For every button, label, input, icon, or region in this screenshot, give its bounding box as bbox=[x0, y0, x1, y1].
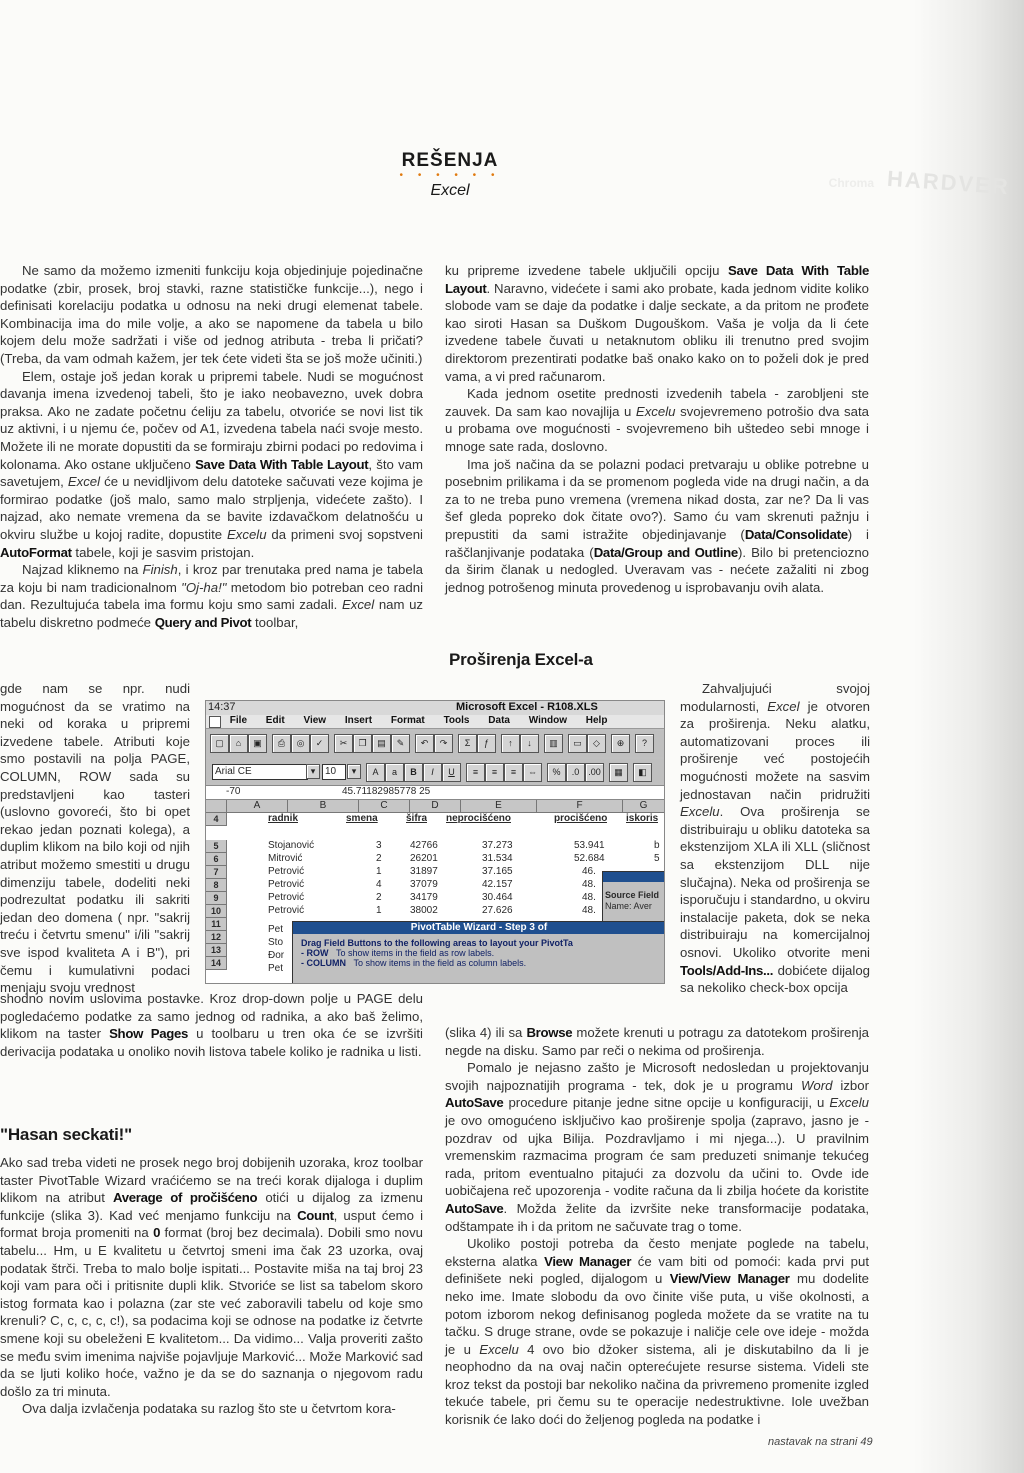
row-header[interactable]: 5 bbox=[206, 840, 227, 853]
new-icon[interactable]: ▢ bbox=[210, 734, 229, 753]
align-center-icon[interactable]: ≡ bbox=[485, 763, 504, 782]
paragraph: Pomalo je nejasno zašto je Microsoft nedosledan u projektovanju svojih najpoznatijih programa - tek, dok je u programu Word izbor AutoSave procedure pitanje jedne sitne opcije u konfiguraciji, u Excelu je ovo omogućeno isključivo kao proširenje spolja (zapravo, jasno je - pozdrav od ujka Bilija. Pozdravljamo i mi njega...). U pravilnim vremenskim razmacima program će sam preduzeti snimanje tekućeg rada, pritom eventualno pitajući za dozvolu da učini to. Ovde ide uobičajena reč upozorenja - vodite računa da li zbilja hoćete da koristite AutoSave. Možda želite da izvršite neke transformacije podataka, odštampate ih i da pritom ne sačuvate trag o tome. bbox=[445, 1060, 870, 1234]
cell-neprociscено[interactable]: 31.534 bbox=[482, 853, 513, 864]
pivottable-wizard-dialog bbox=[292, 921, 665, 984]
cell-radnik[interactable]: Petrović bbox=[268, 866, 305, 877]
menu-edit[interactable]: Edit bbox=[265, 715, 285, 726]
column-header[interactable]: D bbox=[410, 800, 461, 813]
source-field-label: Source Field bbox=[605, 890, 660, 900]
borders-icon[interactable]: ▦ bbox=[609, 763, 628, 782]
row-header[interactable]: 9 bbox=[206, 892, 227, 905]
row-header[interactable]: 6 bbox=[206, 853, 227, 866]
row-area-label: - ROW bbox=[301, 948, 329, 958]
paragraph: Ima još načina da se polazni podaci pretvaraju u oblike potrebne u posebnim prilikama i da se promenom pogleda vide na drugi način, a da za to ne treba puno vremena (vremena nikad dosta, zar ne? Da li vas šef gleda popreko dok čitate ovo?). Samo ću vam skrenuti pažnju i prepustiti da sami istražite objedinjavanje (Data/Consolidate) i raščlanjivanje podataka (Data/Group and Outline). Bilo bi pretenciozno da širim članak u nedogled. Uveravam vas - nećete zažaliti ni zbog jednog potrošenog minuta provedenog u isprobavanju ovih alata. bbox=[445, 456, 869, 595]
cell-reference[interactable]: -70 bbox=[226, 786, 241, 797]
cell-smena[interactable]: 2 bbox=[376, 892, 382, 903]
row-header[interactable]: 7 bbox=[206, 866, 227, 879]
fill-color-icon[interactable]: ◧ bbox=[633, 763, 652, 782]
paragraph: Ako sad treba videti ne prosek nego broj dobijenih uzoraka, kroz toolbar taster PivotTable Wizard vraćićemo se na treći korak dijaloga i duplim klikom na atribut Average of pročišćeno otići u dijalog za izmenu funkcije (slika 3). Kad već menjamo funkciju na Count, usput ćemo i format broja promeniti na 0 format (broj bez decimala). Dobili smo novu tabelu... Hm, u E kvalitetu u četvrtoj smeni ima čak 23 uzorka, ovaj podatak štrči. Treba to malo bolje ispitati... Postavite miša na taj broj 23 koji vam para oči i pritisnite dupli klik. Stvoriće se list sa tabelom skoro istog formata kao i polazna (zar ste već zaboravili tabelu od koje smo krenuli? C, c, c, c, c!), sa podacima koji se odnose na podatke iz četvrte smene koji su obeleženi E kvalitetom... Da vidimo... Valja proveriti zašto se među svim imenima najviše pojavljuje Marković... Može Marković sad da se ljuti koliko hoće, važno je da se do saznanja o njegovom radu došlo za tri minuta. bbox=[0, 1155, 424, 1399]
row-header[interactable]: 13 bbox=[206, 944, 227, 957]
menu-tools[interactable]: Tools bbox=[443, 715, 470, 726]
undo-icon[interactable]: ↶ bbox=[415, 734, 434, 753]
excel-menubar bbox=[206, 715, 664, 729]
format-painter-icon[interactable]: ✎ bbox=[391, 734, 410, 753]
dialog-titlebar bbox=[603, 872, 665, 882]
row-header[interactable]: 8 bbox=[206, 879, 227, 892]
row-header[interactable]: 10 bbox=[206, 905, 227, 918]
cell-radnik-partial[interactable]: Pet bbox=[268, 963, 284, 974]
cell-prociscено[interactable]: 48. bbox=[582, 892, 596, 903]
page-edge-shadow bbox=[914, 0, 1024, 1473]
cell-prociscено[interactable]: 48. bbox=[582, 879, 596, 890]
cell-sifra[interactable]: 34179 bbox=[410, 892, 438, 903]
decrease-font-icon[interactable]: a bbox=[385, 763, 404, 782]
column-right-wrap bbox=[680, 680, 870, 997]
paragraph: Ne samo da možemo izmeniti funkciju koja objedinjuje pojedinačne podatke (zbir, prosek, broj stavki, razne statističke funkcije...), nego i definisati korelaciju podatka u odnosu na neki drugi elemenat tabele. Kombinacija ima do mile volje, a ako se napomene da tabela u bilo kojem delu može sadržati i više od jednog atributa - treba li pričati? (Treba, da vam odmah kažem, jer tek ćete videti šta se još može učiniti.) bbox=[0, 263, 423, 366]
menu-help[interactable]: Help bbox=[585, 715, 608, 726]
cell-neprociscено[interactable]: 42.157 bbox=[482, 879, 513, 890]
paragraph: ku pripreme izvedene tabele uključili opciju Save Data With Table Layout. Naravno, videćete i sami ako probate, kada jednom vidite koliko slobode vam se daje da podatke i dalje seckate, a da pritom ne prođete kao siroti Hasan sa Duškom Dugouškom. Vaša je volja da li ćete izvedene tabele čuvati u netaknutom obliku ili trenutno pred svojim direktorom prezentirati podatke baš onako kako on to poželi dok je pred vama, a vi pred računarom. bbox=[445, 263, 869, 384]
cell-smena[interactable]: 1 bbox=[376, 905, 382, 916]
align-right-icon[interactable]: ≡ bbox=[504, 763, 523, 782]
print-icon[interactable]: ⎙ bbox=[272, 734, 291, 753]
menu-data[interactable]: Data bbox=[488, 715, 510, 726]
column-header[interactable]: C bbox=[359, 800, 410, 813]
italic-icon[interactable]: I bbox=[423, 763, 442, 782]
paragraph: Kada jednom osetite prednosti izvedenih tabela - zarobljeni ste zauvek. Da sam kao novajlija u Excelu svojevremeno potrošio dva sata u probama ove mogućnosti - svojevremeno bih uštedeo sebi mnoge i mnoge sate rada, doslovno. bbox=[445, 386, 869, 454]
cell-radnik[interactable]: Petrović bbox=[268, 905, 305, 916]
paragraph: gde nam se npr. nudi mogućnost da se vratimo na neki od koraka u pripremi izvedene tabele. Atributi koje smo postavili na polja PAGE, COLUMN, ROW sada su predstavljeni kao tasteri (uslovno govoreći, što bi opet rekao jedan poznati kolega), a duplim klikom na bilo koji od njih atribut možemo smestiti u drugu dimenziju tabele, dodeliti neki podrezultat podatku ili sakriti jedan deo domena ( npr. "sakrij treću i četvrtu smenu" i/ili "sakrij sve ispod kvaliteta A i B"), pri čemu i kumulativni podaci menjaju svoju vrednost bbox=[0, 681, 190, 996]
page-footer: nastavak na strani 49 bbox=[768, 1436, 873, 1448]
help-icon[interactable]: ? bbox=[635, 734, 654, 753]
cell-neprociscено[interactable]: 27.626 bbox=[482, 905, 513, 916]
corner-cell[interactable] bbox=[206, 800, 227, 813]
cell-radnik[interactable]: Petrović bbox=[268, 879, 305, 890]
column-header[interactable]: A bbox=[227, 800, 288, 813]
standard-toolbar bbox=[206, 731, 664, 757]
copy-icon[interactable]: ❐ bbox=[353, 734, 372, 753]
increase-decimal-icon[interactable]: .0 bbox=[566, 763, 585, 782]
cell-smena[interactable]: 2 bbox=[376, 853, 382, 864]
column-header[interactable]: E bbox=[461, 800, 537, 813]
redo-icon[interactable]: ↷ bbox=[434, 734, 453, 753]
cell-radnik[interactable]: Stojanović bbox=[268, 840, 315, 851]
font-dropdown-icon[interactable]: ▾ bbox=[306, 764, 320, 779]
section-title: REŠENJA bbox=[401, 150, 499, 171]
cell-sifra[interactable]: 42766 bbox=[410, 840, 438, 851]
formatting-toolbar bbox=[206, 759, 664, 783]
cell-prociscено[interactable]: 48. bbox=[582, 905, 596, 916]
window-title: Microsoft Excel - R108.XLS bbox=[456, 701, 598, 713]
paragraph: Ova dalja izvlačenja podataka su razlog što ste u četvrtom kora- bbox=[22, 1401, 396, 1417]
cell-sifra[interactable]: 38002 bbox=[410, 905, 438, 916]
cell-smena[interactable]: 1 bbox=[376, 866, 382, 877]
paragraph: Zahvaljujući svojoj modularnosti, Excel je otvoren za proširenja. Neku alatku, automatizovani proces ili proširenje već postojećih mogućnosti možete na sasvim jednostavan način pridružiti Excelu. Ova proširenja se distribuiraju u obliku datoteka sa ekstenzijom XLA ili XLL (sličnost sa ekstenzijom DLL nije slučajna). Neka od proširenja se isporučuju i standardno, u okviru instalacije paketa, dok se neka distribuiraju na komercijalnoj osnovi. Ukoliko otvorite meni Tools/Add-Ins... dobićete dijalog sa nekoliko check-box opcija bbox=[680, 681, 870, 996]
show-through-banner: HARDVER bbox=[886, 165, 1011, 200]
column-header[interactable]: G bbox=[623, 800, 665, 813]
section-subtitle: Excel bbox=[430, 182, 470, 199]
cell-prociscено[interactable]: 53.941 bbox=[574, 840, 605, 851]
cell-smena[interactable]: 4 bbox=[376, 879, 382, 890]
text-box-icon[interactable]: ▭ bbox=[568, 734, 587, 753]
cell-prociscено[interactable]: 46. bbox=[582, 866, 596, 877]
percent-icon[interactable]: % bbox=[547, 763, 566, 782]
cell-sifra[interactable]: 26201 bbox=[410, 853, 438, 864]
drawing-icon[interactable]: ◇ bbox=[587, 734, 606, 753]
row-area-desc: To show items in the field as row labels. bbox=[336, 948, 495, 958]
name-field[interactable]: Name: Aver bbox=[605, 901, 652, 911]
row-header[interactable]: 11 bbox=[206, 918, 227, 931]
header-cell[interactable]: smena bbox=[346, 813, 378, 824]
function-icon[interactable]: ƒ bbox=[477, 734, 496, 753]
cell-iskoris[interactable]: b bbox=[654, 840, 660, 851]
merge-center-icon[interactable]: ⇔ bbox=[523, 763, 542, 782]
row-header[interactable]: 14 bbox=[206, 957, 227, 970]
sort-asc-icon[interactable]: ↑ bbox=[501, 734, 520, 753]
paste-icon[interactable]: ▤ bbox=[372, 734, 391, 753]
align-left-icon[interactable]: ≡ bbox=[466, 763, 485, 782]
column-area-label: - COLUMN bbox=[301, 958, 346, 968]
menu-window[interactable]: Window bbox=[528, 715, 567, 726]
wizard-row-line bbox=[293, 948, 665, 958]
open-icon[interactable]: ⌂ bbox=[229, 734, 248, 753]
autosum-icon[interactable]: Σ bbox=[458, 734, 477, 753]
wizard-title: PivotTable Wizard - Step 3 of bbox=[293, 922, 665, 934]
column-left-after-figure bbox=[0, 990, 423, 1060]
paragraph: (slika 4) ili sa Browse možete krenuti u potragu za datotekom proširenja negde na disku. Samo par reči o nekima od proširenja. bbox=[445, 1025, 869, 1058]
header-cell[interactable]: šifra bbox=[406, 813, 428, 824]
menu-format[interactable]: Format bbox=[390, 715, 425, 726]
system-menu-icon[interactable] bbox=[209, 716, 221, 728]
preview-icon[interactable]: ◎ bbox=[291, 734, 310, 753]
cell-neprociscено[interactable]: 30.464 bbox=[482, 892, 513, 903]
bold-icon[interactable]: B bbox=[404, 763, 423, 782]
font-size-select[interactable]: 10 bbox=[322, 764, 346, 780]
row-header[interactable]: 4 bbox=[206, 813, 227, 826]
paragraph: Ukoliko postoji potreba da često menjate poglede na tabelu, eksterna alatka View Manager će vam biti od pomoći: kada prvi put definišete neki pogled, dijalogom u View/View Manager mu dodelite neko ime. Imate slobodu da ovo činite više puta, u više okolnosti, a potom izborom nekog definisanog pogleda možete da se vratite na tu tačku. S druge strane, ovde se pokazuje i naličje cele ove ideje - možda je u Excelu 4 ovo bio džoker sistema, ali je diskutabilno da li je neophodno da na ovaj način opterećujete resurse sistema. Videli ste kroz tekst da postoji bar nekoliko načina da privremeno promenite izgled tekuće tabele, pri čemu su te operacije nedestruktivne. Iole uvežban korisnik će lako doći do željenog pogleda na podatke i bbox=[445, 1236, 869, 1428]
heading-hasan: "Hasan seckati!" bbox=[0, 1125, 132, 1144]
header-cell[interactable]: iskoris bbox=[626, 813, 659, 824]
clock: 14:37 bbox=[208, 701, 236, 713]
cell-sifra[interactable]: 37079 bbox=[410, 879, 438, 890]
wizard-instruction: Drag Field Buttons to the following areas to layout your PivotTa bbox=[301, 938, 573, 948]
column-header[interactable]: F bbox=[537, 800, 623, 813]
cell-sifra[interactable]: 31897 bbox=[410, 866, 438, 877]
cell-iskoris[interactable]: 5 bbox=[654, 853, 660, 864]
column-left-bottom bbox=[0, 1154, 423, 1418]
cell-prociscено[interactable]: 52.684 bbox=[574, 853, 605, 864]
cell-radnik-partial[interactable]: Pet bbox=[268, 924, 284, 935]
save-icon[interactable]: ▣ bbox=[248, 734, 267, 753]
menu-insert[interactable]: Insert bbox=[344, 715, 373, 726]
show-through-small: Chroma bbox=[828, 176, 874, 190]
heading-prosirenja: Proširenja Excel-a bbox=[449, 650, 593, 669]
wizard-col-line bbox=[293, 958, 665, 968]
font-name-select[interactable]: Arial CE bbox=[212, 764, 308, 780]
menu-view[interactable]: View bbox=[303, 715, 327, 726]
decrease-decimal-icon[interactable]: .00 bbox=[585, 763, 604, 782]
cell-radnik[interactable]: Petrović bbox=[268, 892, 305, 903]
cell-radnik-partial[interactable]: Đor bbox=[268, 950, 285, 961]
column-right-bottom bbox=[445, 1024, 869, 1429]
cut-icon[interactable]: ✂ bbox=[334, 734, 353, 753]
size-dropdown-icon[interactable]: ▾ bbox=[347, 764, 361, 779]
cell-smena[interactable]: 3 bbox=[376, 840, 382, 851]
excel-titlebar bbox=[206, 701, 664, 715]
section-header bbox=[360, 150, 540, 200]
paragraph: Elem, ostaje još jedan korak u pripremi tabele. Nudi se mogućnost davanja imena izvedenoj tabeli, što je iako neobavezno, uvek dobra praksa. Ako ne zadate početnu ćeliju za tabelu, otvoriće se novi list tik uz aktivni, i u njemu će, počev od A1, izvedena tabela naći svoje mesto. Možete ili ne morate dopustiti da se formiraju zbirni podaci po redovima i kolonama. Ako ostane uključeno Save Data With Table Layout, što vam savetujem, Excel će u nevidljivom delu datoteke sačuvati veze kojima je formirao podatke (još malo, samo malo strpljenja, videćete zašto). I najzad, ako nemate vremena da se bavite izdavačkom delatnošću u okviru službe u kojoj radite, dopustite Excelu da primeni svoj sopstveni AutoFormat tabele, koji je sasvim pristojan. bbox=[0, 368, 424, 560]
sort-desc-icon[interactable]: ↓ bbox=[520, 734, 539, 753]
paragraph: Najzad kliknemo na Finish, i kroz par trenutaka pred nama je tabela za koju bi nam tradicionalnom "Oj-ha!" metodom bio potreban ceo radni dan. Rezultujuća tabela ima formu koju smo sami zadali. Excel nam uz tabelu diskretno podmeće Query and Pivot toolbar, bbox=[0, 562, 424, 630]
column-right-top bbox=[445, 262, 869, 596]
column-left-wrap bbox=[0, 680, 190, 997]
spell-icon[interactable]: ✓ bbox=[310, 734, 329, 753]
cell-radnik[interactable]: Mitrović bbox=[268, 853, 303, 864]
increase-font-icon[interactable]: A bbox=[366, 763, 385, 782]
paragraph: shodno novim uslovima postavke. Kroz drop-down polje u PAGE delu pogledaćemo podatke za samo jednog od radnika, a ako baš želimo, klikom na taster Show Pages u toolbaru u tren oka će se izvršiti derivacija podataka u onoliko novih listova tabele koliko je radnika u listi. bbox=[0, 991, 423, 1059]
formula-bar[interactable] bbox=[206, 785, 664, 800]
header-cell[interactable]: radnik bbox=[268, 813, 299, 824]
excel-screenshot-figure bbox=[205, 700, 665, 984]
column-left-top bbox=[0, 262, 423, 631]
formula-value[interactable]: 45.71182985778 25 bbox=[342, 786, 431, 797]
underline-icon[interactable]: U bbox=[442, 763, 461, 782]
title-dots: • • • • • • bbox=[399, 170, 501, 181]
menu-file[interactable]: File bbox=[229, 715, 248, 726]
row-header[interactable]: 12 bbox=[206, 931, 227, 944]
cell-radnik-partial[interactable]: Sto bbox=[268, 937, 284, 948]
zoom-icon[interactable]: ⊕ bbox=[611, 734, 630, 753]
column-header[interactable]: B bbox=[288, 800, 359, 813]
cell-neprociscено[interactable]: 37.165 bbox=[482, 866, 513, 877]
header-cell[interactable]: procišćeno bbox=[554, 813, 608, 824]
header-cell[interactable]: neprocišćeno bbox=[446, 813, 512, 824]
cell-neprociscено[interactable]: 37.273 bbox=[482, 840, 513, 851]
chart-wizard-icon[interactable]: ▥ bbox=[544, 734, 563, 753]
column-area-desc: To show items in the field as column labels. bbox=[353, 958, 527, 968]
